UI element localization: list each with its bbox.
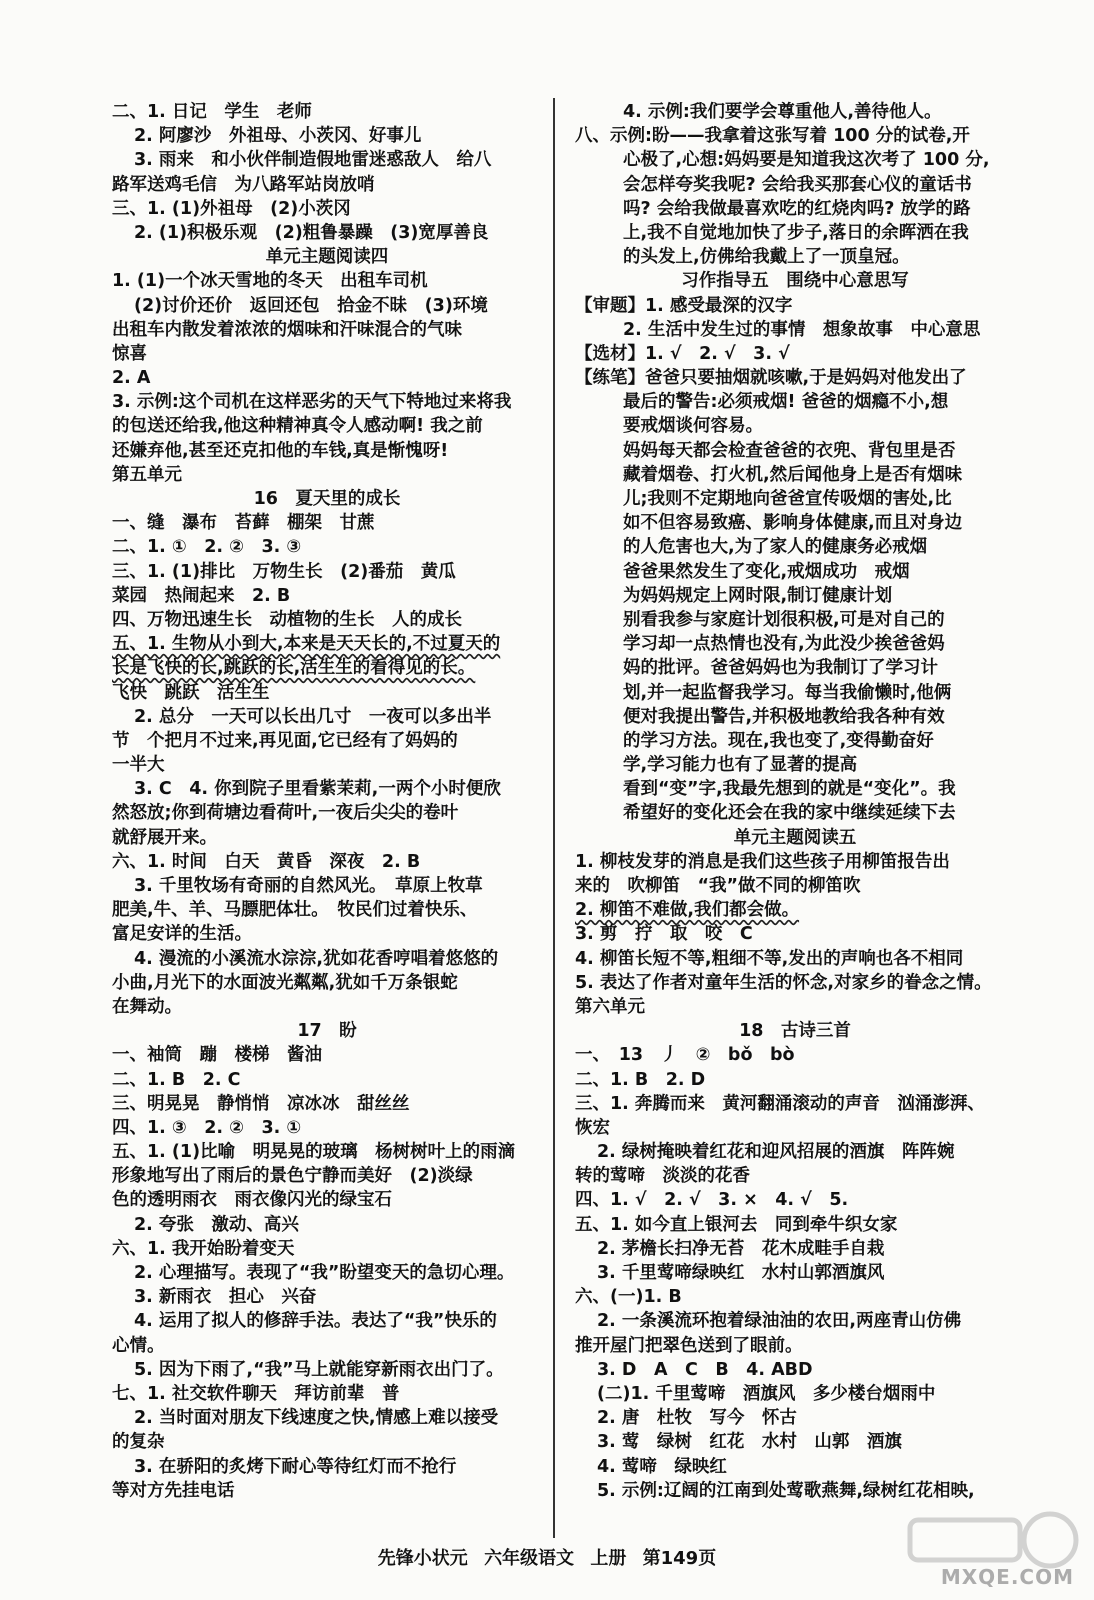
right-column-line: 来的 吹柳笛 “我”做不同的柳笛吹 — [575, 876, 861, 896]
right-column-line: 3. 千里莺啼绿映红 水村山郭酒旗风 — [597, 1263, 885, 1283]
left-column-line: 2. 心理描写。表现了“我”盼望变天的急切心理。 — [134, 1263, 515, 1283]
right-column-line: 上,我不自觉地加快了步子,落日的余晖洒在我 — [623, 222, 969, 243]
right-column-line: 的人危害也大,为了家人的健康务必戒烟 — [623, 537, 928, 558]
left-column-line: 六、1. 时间 白天 黄昏 深夜 2. B — [112, 851, 421, 872]
right-column-line: 1. 柳枝发芽的消息是我们这些孩子用柳笛报告出 — [575, 851, 950, 872]
right-column-line: 3. D A C B 4. ABD — [597, 1359, 813, 1380]
left-column-line: 在舞动。 — [112, 996, 182, 1017]
right-column-line: 学,学习能力也有了显著的提高 — [623, 755, 858, 776]
left-column-line: 一半大 — [112, 755, 165, 776]
left-column-line: 路军送鸡毛信 为八路军站岗放哨 — [112, 174, 375, 195]
right-column-line: 要戒烟谈何容易。 — [623, 416, 763, 437]
left-column-line: 16 夏天里的成长 — [253, 489, 401, 509]
left-column-line: 3. 雨来 和小伙伴制造假地雷迷惑敌人 给八 — [134, 150, 492, 171]
right-column-line: 单元主题阅读五 — [733, 827, 857, 848]
right-column-line: 2. 一条溪流环抱着绿油油的农田,两座青山仿佛 — [597, 1311, 962, 1332]
left-column-line: 四、万物迅速生长 动植物的生长 人的成长 — [112, 609, 462, 630]
left-column-line: 的复杂 — [112, 1432, 165, 1453]
left-column-line: 飞快 跳跃 活生生 — [112, 682, 270, 703]
right-column-line: 4. 莺啼 绿映红 — [597, 1456, 727, 1477]
right-column-line: 2. 唐 杜牧 写今 怀古 — [597, 1408, 797, 1429]
left-column-line: 2. 夸张 激动、高兴 — [134, 1214, 299, 1235]
right-column-line: 希望好的变化还会在我的家中继续延续下去 — [623, 803, 956, 824]
left-column-line: 节 个把月不过来,再见面,它已经有了妈妈的 — [112, 730, 458, 751]
left-column-line: 1. (1)一个冰天雪地的冬天 出租车司机 — [112, 271, 428, 292]
right-column-line: (二)1. 千里莺啼 酒旗风 多少楼台烟雨中 — [597, 1383, 936, 1404]
left-column — [112, 100, 542, 1503]
left-column-line: 出租车内散发着浓浓的烟味和汗味混合的气味 — [112, 319, 462, 340]
right-column-line: 的头发上,仿佛给我戴上了一顶皇冠。 — [623, 247, 910, 268]
right-column-line: 爸爸果然发生了变化,戒烟成功 戒烟 — [623, 561, 910, 582]
left-column-line: 3. 在骄阳的炙烤下耐心等待红灯而不抢行 — [134, 1456, 457, 1477]
right-column-line: 恢宏 — [575, 1117, 610, 1138]
right-column-line: 推开屋门把翠色送到了眼前。 — [575, 1335, 803, 1356]
left-column-line: 的包送还给我,他这种精神真令人感动啊! 我之前 — [112, 416, 483, 437]
left-column-line: 3. 新雨衣 担心 兴奋 — [134, 1287, 317, 1308]
left-column-line: 4. 运用了拟人的修辞手法。表达了“我”快乐的 — [134, 1311, 497, 1332]
left-column-line: 一、袖筒 蹦 楼梯 酱油 — [112, 1045, 322, 1066]
right-column-line: 3. 剪 拧 取 咬 C — [575, 924, 753, 945]
left-column-line: 小曲,月光下的水面波光粼粼,犹如千万条银蛇 — [112, 972, 458, 993]
left-column-line: 富足安详的生活。 — [112, 924, 252, 945]
right-column-line: 八、示例:盼——我拿着这张写着 100 分的试卷,开 — [575, 126, 970, 147]
right-column-line: 一、 13 丿 ② bǒ bò — [575, 1045, 795, 1066]
left-column-line: 还嫌弃他,甚至还克扣他的车钱,真是惭愧呀! — [112, 440, 449, 461]
right-column-line: 第六单元 — [575, 996, 645, 1017]
left-column-line: 五、1. (1)比喻 明晃晃的玻璃 杨树树叶上的雨滴 — [112, 1142, 516, 1163]
right-column-line: 18 古诗三首 — [739, 1021, 851, 1042]
footer-page-number: 第149页 — [642, 1548, 717, 1569]
right-column-line: 妈的批评。爸爸妈妈也为我制订了学习计 — [623, 658, 938, 679]
right-column-line: 看到“变”字,我最先想到的就是“变化”。我 — [623, 779, 956, 800]
left-column-line: 三、明晃晃 静悄悄 凉冰冰 甜丝丝 — [112, 1093, 410, 1114]
right-column-line: 学习却一点热情也没有,为此没少挨爸爸妈 — [623, 634, 945, 655]
left-column-line: 形象地写出了雨后的景色宁静而美好 (2)淡绿 — [112, 1166, 473, 1187]
footer-grade-subject: 六年级语文 — [484, 1548, 575, 1569]
right-column-line: 四、1. √ 2. √ 3. × 4. √ 5. — [575, 1190, 849, 1211]
right-column-line: 5. 表达了作者对童年生活的怀念,对家乡的眷念之情。 — [575, 972, 992, 993]
footer-book-title: 先锋小状元 — [377, 1548, 468, 1569]
right-column-line: 藏着烟卷、打火机,然后闻他身上是否有烟味 — [623, 464, 963, 485]
right-column-line: 【练笔】爸爸只要抽烟就咳嗽,于是妈妈对他发出了 — [575, 368, 967, 389]
left-column-line: 菜园 热闹起来 2. B — [112, 585, 291, 606]
left-column-line: 3. 示例:这个司机在这样恶劣的天气下特地过来将我 — [112, 392, 512, 413]
right-column-line: 三、1. 奔腾而来 黄河翻涌滚动的声音 汹涌澎湃、 — [575, 1093, 985, 1114]
right-column-line: 儿;我则不定期地向爸爸宣传吸烟的害处,比 — [623, 489, 952, 509]
right-column-line: 的学习方法。现在,我也变了,变得勤奋好 — [623, 730, 934, 751]
left-column-line: 心情。 — [112, 1335, 165, 1356]
right-column-line: 最后的警告:必须戒烟! 爸爸的烟瘾不小,想 — [623, 392, 949, 413]
right-column-line: 2. 茅檐长扫净无苔 花木成畦手自栽 — [597, 1238, 885, 1259]
left-column-line: 2. 当时面对朋友下线速度之快,情感上难以接受 — [134, 1408, 499, 1429]
left-column-line: 一、缝 瀑布 苔藓 棚架 甘蔗 — [112, 513, 375, 534]
left-column-line: 3. 千里牧场有奇丽的自然风光。 草原上牧草 — [134, 876, 483, 896]
left-column-line: 然怒放;你到荷塘边看荷叶,一夜后尖尖的卷叶 — [112, 803, 459, 824]
left-column-line: 等对方先挂电话 — [112, 1480, 235, 1501]
left-column-line: 单元主题阅读四 — [265, 247, 389, 268]
footer-volume: 上册 — [590, 1548, 627, 1569]
right-column-line: 2. 柳笛不难做,我们都会做。 — [575, 900, 800, 921]
left-column-line: 2. 阿廖沙 外祖母、小茨冈、好事儿 — [134, 126, 422, 147]
right-column-line: 如不但容易致癌、影响身体健康,而且对身边 — [623, 513, 963, 534]
right-column-line: 吗? 会给我做最喜欢吃的红烧肉吗? 放学的路 — [623, 198, 971, 219]
right-column-line: 便对我提出警告,并积极地教给我各种有效 — [623, 706, 945, 727]
right-column-line: 划,并一起监督我学习。每当我偷懒时,他俩 — [623, 682, 952, 703]
left-column-line: 三、1. (1)排比 万物生长 (2)番茄 黄瓜 — [112, 561, 456, 582]
left-column-line: 2. A — [112, 368, 151, 389]
left-column-line: 七、1. 社交软件聊天 拜访前辈 普 — [112, 1383, 400, 1404]
left-column-line: 17 盼 — [297, 1021, 357, 1042]
right-column-line: 妈妈每天都会检查爸爸的衣兜、背包里是否 — [623, 440, 956, 461]
left-column-line: 惊喜 — [112, 343, 147, 364]
right-column-line: 5. 示例:辽阔的江南到处莺歌燕舞,绿树红花相映, — [597, 1480, 975, 1501]
right-column-line: 别看我参与家庭计划很积极,可是对自己的 — [623, 609, 945, 630]
right-column-line: 2. 绿树掩映着红花和迎风招展的酒旗 阵阵婉 — [597, 1142, 955, 1163]
left-column-line: 二、1. B 2. C — [112, 1069, 241, 1090]
column-divider — [553, 98, 555, 1538]
right-column-line: 六、(一)1. B — [575, 1287, 682, 1308]
right-column-line: 会怎样夸奖我呢? 会给我买那套心仪的童话书 — [623, 174, 972, 195]
right-column-line: 【审题】1. 感受最深的汉字 — [575, 295, 793, 316]
left-column-line: (2)讨价还价 返回还包 拾金不昧 (3)环境 — [134, 295, 488, 316]
right-column-line: 【选材】1. √ 2. √ 3. √ — [575, 343, 790, 364]
right-column-line: 转的莺啼 淡淡的花香 — [575, 1166, 750, 1187]
left-column-line: 二、1. 日记 学生 老师 — [112, 102, 312, 122]
left-column-line: 2. 总分 一天可以长出几寸 一夜可以多出半 — [134, 706, 492, 727]
left-column-line: 二、1. ① 2. ② 3. ③ — [112, 537, 302, 558]
right-column-line: 3. 莺 绿树 红花 水村 山郭 酒旗 — [597, 1432, 902, 1453]
watermark-text: MXQE.COM — [940, 1565, 1074, 1589]
right-column — [575, 100, 1015, 1503]
right-column-line: 4. 示例:我们要学会尊重他人,善待他人。 — [623, 102, 942, 122]
left-column-line: 三、1. (1)外祖母 (2)小茨冈 — [112, 198, 351, 219]
left-column-line: 3. C 4. 你到院子里看紫茉莉,一两个小时便欣 — [134, 779, 501, 800]
left-column-line: 四、1. ③ 2. ② 3. ① — [112, 1117, 302, 1138]
right-column-line: 二、1. B 2. D — [575, 1069, 706, 1090]
left-column-line: 色的透明雨衣 雨衣像闪光的绿宝石 — [112, 1190, 392, 1211]
right-column-line: 2. 生活中发生过的事情 想象故事 中心意思 — [623, 319, 981, 340]
left-column-line: 六、1. 我开始盼着变天 — [112, 1238, 295, 1259]
right-column-line: 为妈妈规定上网时限,制订健康计划 — [623, 585, 893, 606]
right-column-line: 习作指导五 围绕中心意思写 — [681, 271, 909, 292]
left-column-line: 5. 因为下雨了,“我”马上就能穿新雨衣出门了。 — [134, 1359, 504, 1380]
left-column-line: 4. 漫流的小溪流水淙淙,犹如花香哼唱着悠悠的 — [134, 948, 499, 969]
left-column-line: 2. (1)积极乐观 (2)粗鲁暴躁 (3)宽厚善良 — [134, 222, 489, 243]
left-column-line: 就舒展开来。 — [112, 827, 217, 848]
right-column-line: 五、1. 如今直上银河去 同到牵牛织女家 — [575, 1214, 898, 1235]
right-column-line: 4. 柳笛长短不等,粗细不等,发出的声响也各不相同 — [575, 948, 964, 969]
left-column-line: 长是飞快的长,跳跃的长,活生生的看得见的长。 — [112, 658, 476, 679]
left-column-line: 肥美,牛、羊、马膘肥体壮。 牧民们过着快乐、 — [112, 900, 478, 921]
left-column-line: 五、1. 生物从小到大,本来是天天长的,不过夏天的 — [112, 634, 501, 655]
left-column-line: 第五单元 — [112, 464, 182, 485]
right-column-line: 心极了,心想:妈妈要是知道我这次考了 100 分, — [623, 150, 990, 171]
